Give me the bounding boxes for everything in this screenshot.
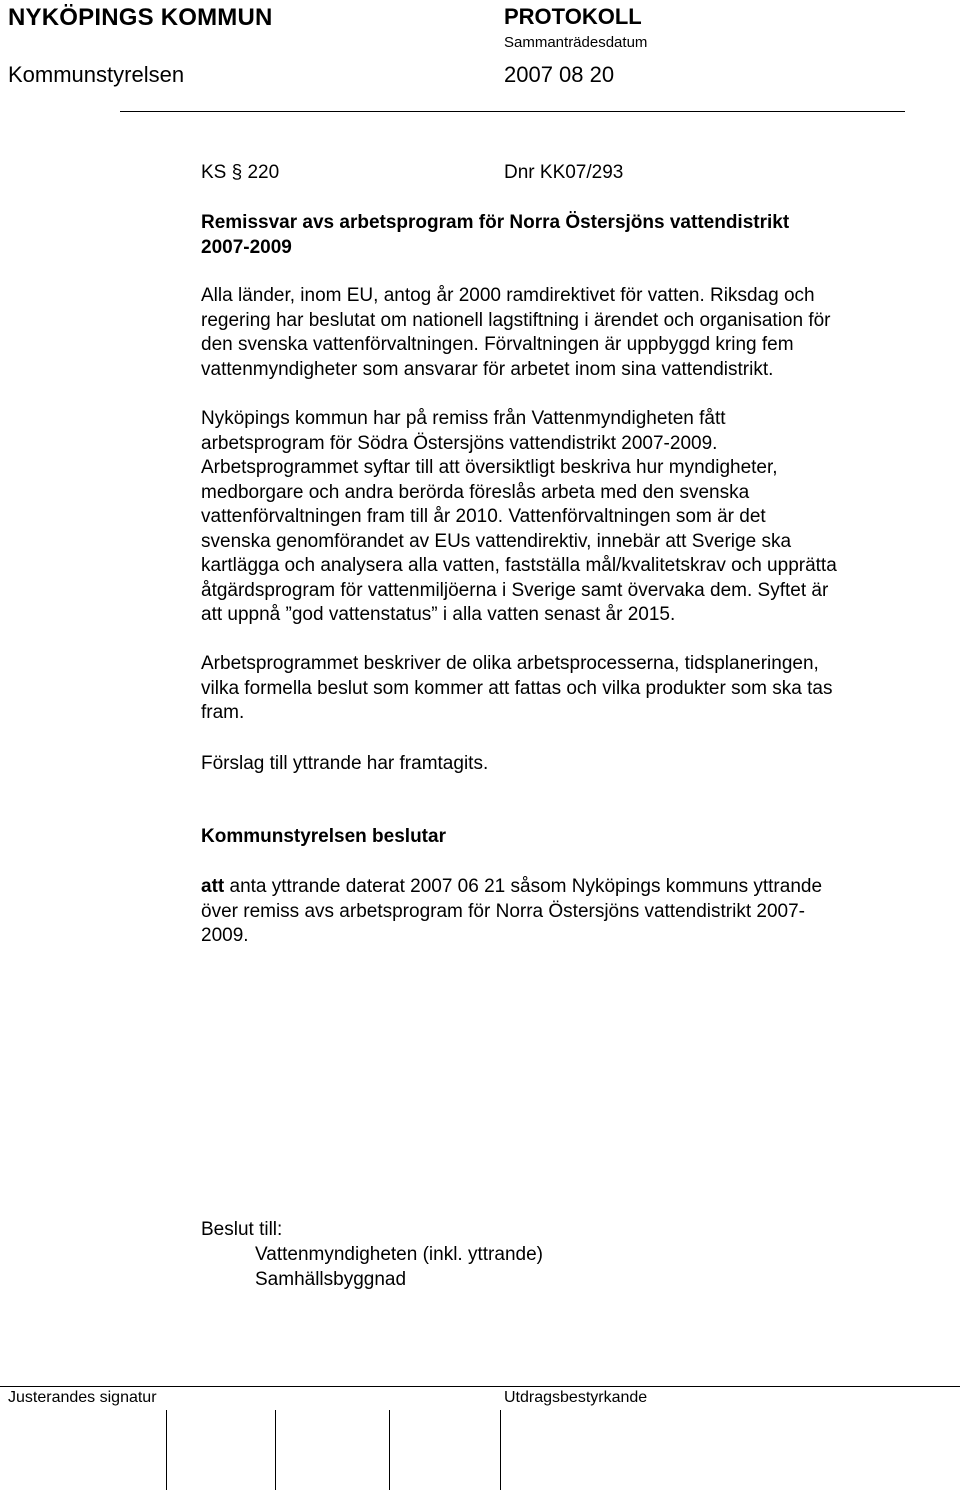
- text-line: den svenska vattenförvaltningen. Förvaltningen är uppbyggd kring fem: [201, 334, 794, 355]
- text-line: [201, 875, 931, 900]
- text-line: medborgare och andra berörda föreslås arbeta med den svenska: [201, 481, 750, 503]
- signature-box-line: [500, 1410, 501, 1490]
- decision-heading: Kommunstyrelsen beslutar: [201, 826, 446, 847]
- att-word: att: [201, 876, 225, 897]
- text-line: fram.: [201, 702, 245, 723]
- text-line: åtgärdsprogram för vattenmiljöerna i Sverige samt övervaka dem. Syftet är: [201, 579, 829, 601]
- meeting-date: 2007 08 20: [504, 62, 615, 87]
- beslut-till-label: Beslut till:: [201, 1219, 283, 1240]
- text-line: över remiss avs arbetsprogram för Norra Östersjöns vattendistrikt 2007-: [201, 900, 805, 922]
- header-divider: [120, 111, 905, 112]
- doc-type: PROTOKOLL: [504, 4, 642, 29]
- paragraph-program: [201, 652, 931, 726]
- signature-box-line: [275, 1410, 276, 1490]
- text-line: regering har beslutat om nationell lagstiftning i ärendet och organisation för: [201, 309, 831, 331]
- signature-box-line: [389, 1410, 390, 1490]
- recipient-item: Vattenmyndigheten (inkl. yttrande): [255, 1244, 543, 1265]
- case-title-line: Remissvar avs arbetsprogram för Norra Östersjöns vattendistrikt: [201, 212, 790, 233]
- paragraph-background: [201, 284, 931, 382]
- ks-number: KS § 220: [201, 162, 280, 183]
- decision-text: [201, 875, 931, 949]
- paragraph-forslag: [201, 752, 931, 777]
- text-line: vattenmyndigheter som ansvarar för arbetet inom sina vattendistrikt.: [201, 358, 774, 380]
- text-line: att uppnå ”god vattenstatus” i alla vatten senast år 2015.: [201, 604, 676, 625]
- footer-divider: [0, 1386, 960, 1387]
- text-line: Arbetsprogrammet syftar till att översiktligt beskriva hur myndigheter,: [201, 457, 778, 478]
- recipient-item: Samhällsbyggnad: [255, 1269, 407, 1290]
- text-line: Arbetsprogrammet beskriver de olika arbetsprocesserna, tidsplaneringen,: [201, 653, 819, 674]
- org-name: NYKÖPINGS KOMMUN: [8, 4, 273, 31]
- paragraph-remiss: [201, 407, 931, 628]
- certification-label: Utdragsbestyrkande: [504, 1389, 648, 1406]
- decision-line: anta yttrande daterat 2007 06 21 såsom Nyköpings kommuns yttrande: [224, 876, 823, 897]
- text-line: vilka formella beslut som kommer att fattas och vilka produkter som ska tas: [201, 677, 833, 699]
- text-line: 2009.: [201, 925, 249, 946]
- text-line: vattenförvaltningen fram till år 2010. Vattenförvaltningen som är det: [201, 506, 766, 527]
- date-label: Sammanträdesdatum: [504, 34, 648, 51]
- text-line: arbetsprogram för Södra Östersjöns vattendistrikt 2007-2009.: [201, 432, 718, 454]
- text-line: Förslag till yttrande har framtagits.: [201, 753, 489, 774]
- text-line: Nyköpings kommun har på remiss från Vattenmyndigheten fått: [201, 408, 726, 429]
- case-title-line: 2007-2009: [201, 236, 292, 258]
- case-title: [201, 211, 921, 260]
- text-line: kartlägga och analysera alla vatten, fastställa mål/kvalitetskrav och upprätta: [201, 555, 837, 576]
- signature-box-line: [166, 1410, 167, 1490]
- committee-name: Kommunstyrelsen: [8, 62, 185, 87]
- signature-label: Justerandes signatur: [8, 1389, 157, 1406]
- text-line: Alla länder, inom EU, antog år 2000 ramdirektivet för vatten. Riksdag och: [201, 285, 815, 306]
- dnr-number: Dnr KK07/293: [504, 162, 624, 183]
- text-line: svenska genomförandet av EUs vattendirektiv, innebär att Sverige ska: [201, 530, 792, 552]
